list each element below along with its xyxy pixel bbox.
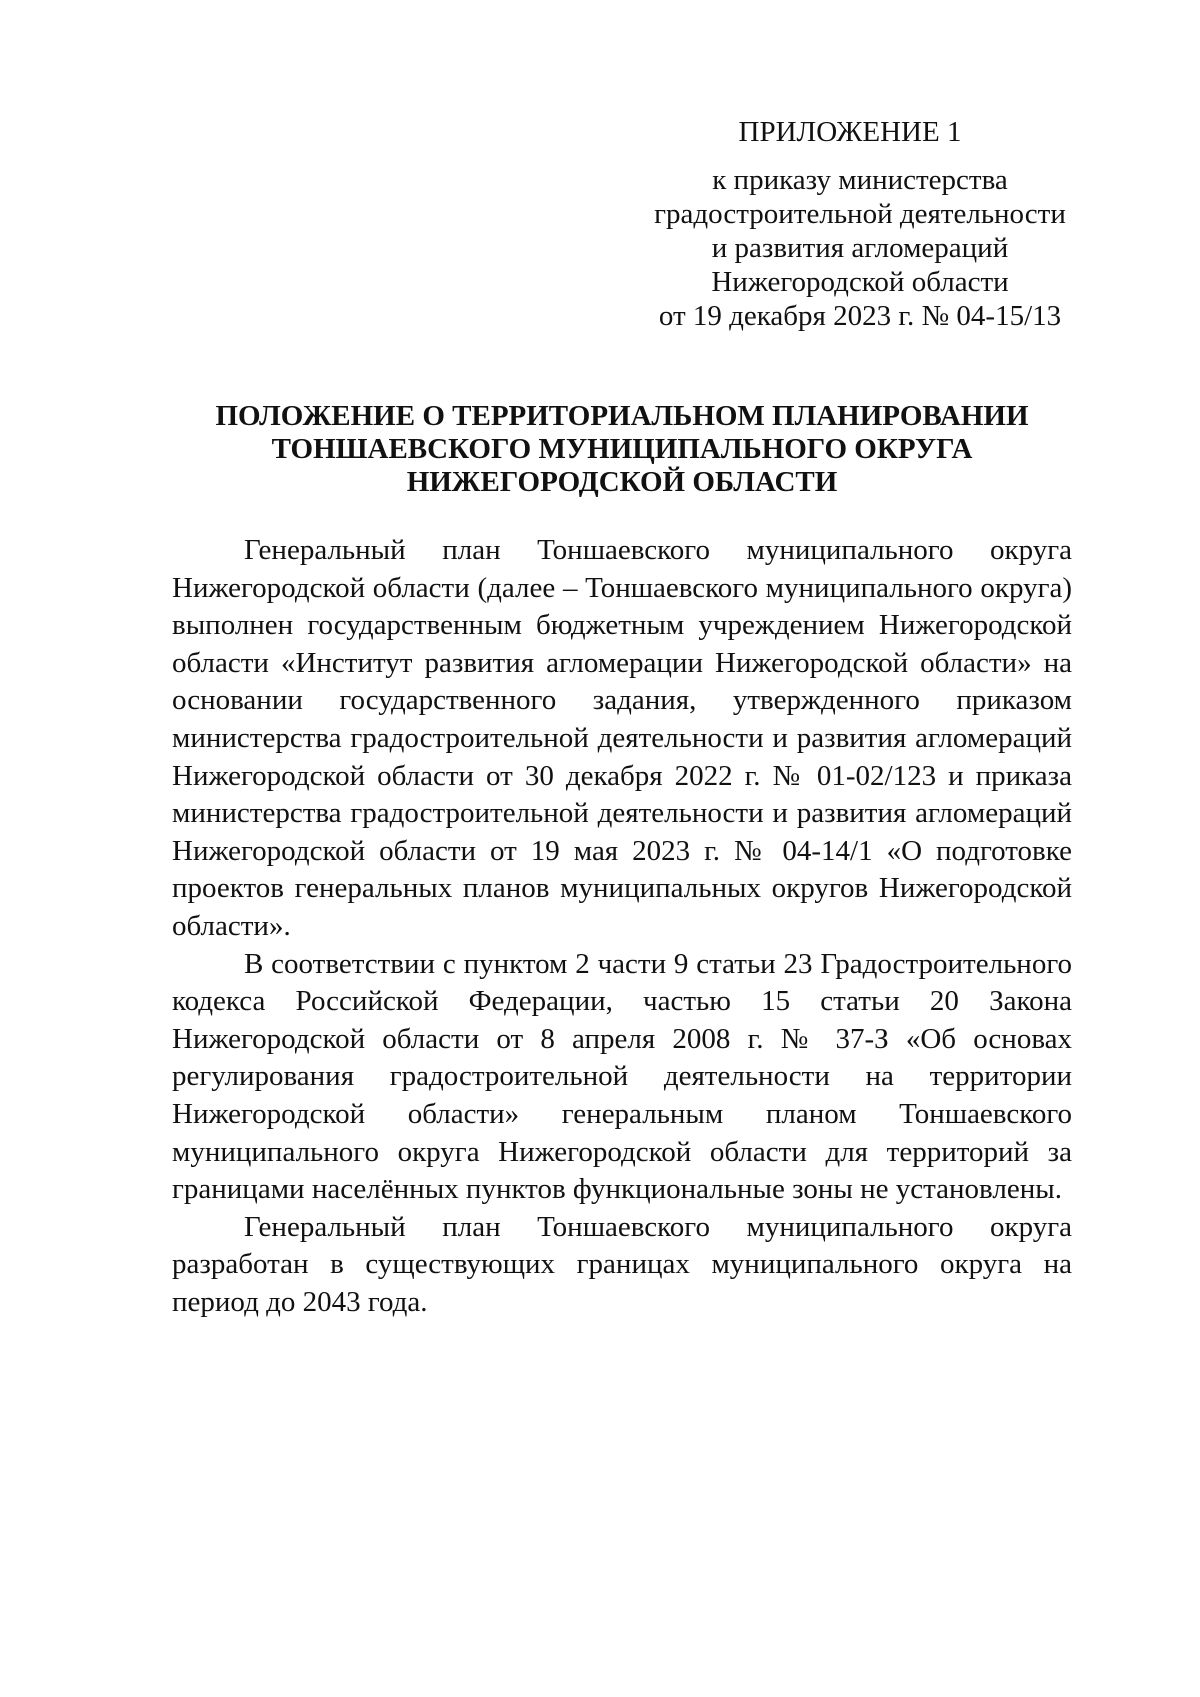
title-line: ПОЛОЖЕНИЕ О ТЕРРИТОРИАЛЬНОМ ПЛАНИРОВАНИИ [215, 400, 1029, 432]
paragraph: Генеральный план Тоншаевского муниципального округа Нижегородской области (далее – Тоншаевского муниципального округа) выполнен государственным бюджетным учреждением Нижегородской области «Институт развития агломерации Нижегородской области» на основании государственного задания, утвержденного приказом министерства градостроительной деятельности и развития агломераций Нижегородской области от 30 декабря 2022 г. № 01-02/123 и приказа министерства градостроительной деятельности и развития агломераций Нижегородской области от 19 мая 2023 г. № 04-14/1 «О подготовке проектов генеральных планов муниципальных округов Нижегородской области». [172, 534, 1072, 942]
order-reference-line: градостроительной деятельности [654, 198, 1066, 230]
order-reference-line: к приказу министерства [712, 164, 1008, 196]
order-reference-line: от 19 декабря 2023 г. № 04-15/13 [658, 300, 1062, 332]
paragraph: Генеральный план Тоншаевского муниципального округа разработан в существующих границах муниципального округа на период до 2043 года. [172, 1210, 1072, 1318]
title-line: ТОНШАЕВСКОГО МУНИЦИПАЛЬНОГО ОКРУГА [271, 433, 973, 465]
paragraph: В соответствии с пунктом 2 части 9 статьи 23 Градостроительного кодекса Российской Федерации, частью 15 статьи 20 Закона Нижегородской области от 8 апреля 2008 г. № 37-З «Об основах регулирования градостроительной деятельности на территории Нижегородской области» генеральным планом Тоншаевского муниципального округа Нижегородской области для территорий за границами населённых пунктов функциональные зоны не установлены. [172, 947, 1072, 1206]
appendix-label: ПРИЛОЖЕНИЕ 1 [738, 116, 962, 148]
document-body [172, 532, 1072, 1321]
title-line: НИЖЕГОРОДСКОЙ ОБЛАСТИ [406, 466, 838, 498]
order-reference [640, 163, 1080, 333]
document-title [172, 400, 1072, 499]
order-reference-line: Нижегородской области [711, 266, 1009, 298]
order-reference-line: и развития агломераций [711, 232, 1009, 264]
